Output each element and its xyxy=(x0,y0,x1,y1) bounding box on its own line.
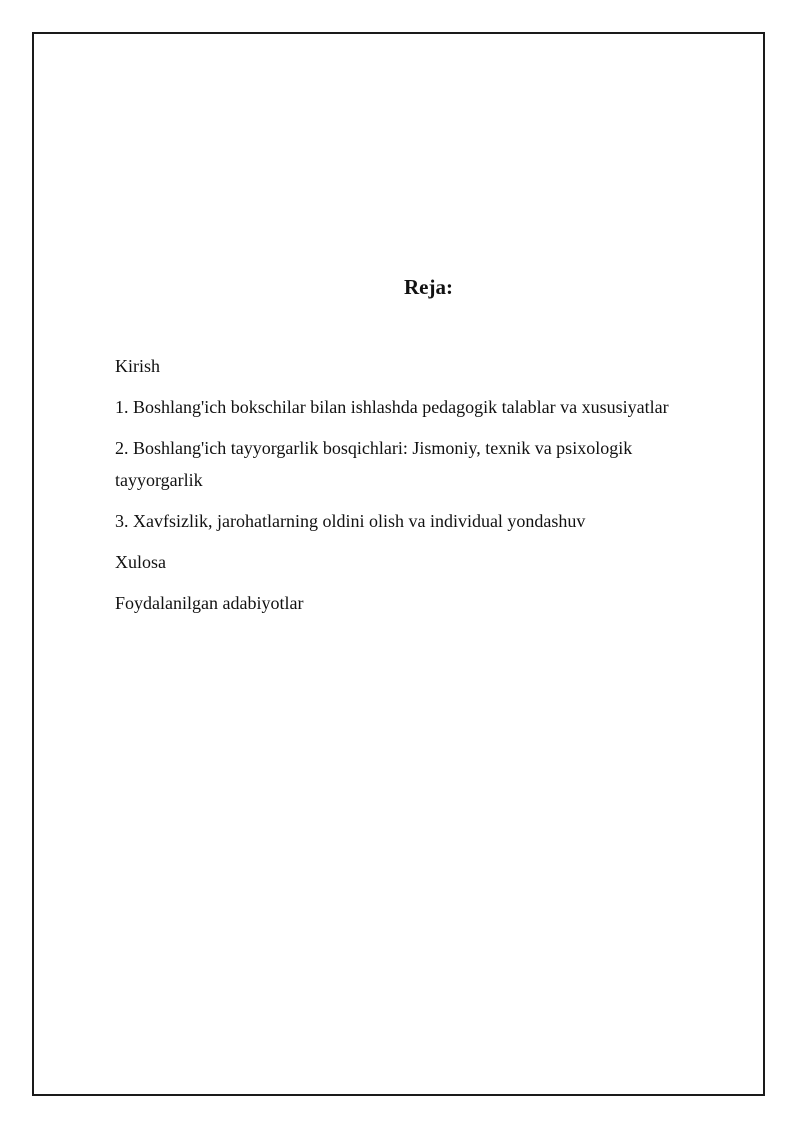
plan-item-conclusion: Xulosa xyxy=(115,552,166,572)
page-title: Reja: xyxy=(404,275,453,299)
plan-item-1: 1. Boshlang'ich bokschilar bilan ishlashda pedagogik talablar va xususiyatlar xyxy=(115,397,669,417)
plan-item-references: Foydalanilgan adabiyotlar xyxy=(115,593,304,613)
plan-item-introduction: Kirish xyxy=(115,356,160,376)
plan-list xyxy=(115,350,715,628)
plan-item-3: 3. Xavfsizlik, jarohatlarning oldini olish va individual yondashuv xyxy=(115,511,586,531)
plan-item-2: 2. Boshlang'ich tayyorgarlik bosqichlari: Jismoniy, texnik va psixologik tayyorgarlik xyxy=(115,438,633,490)
